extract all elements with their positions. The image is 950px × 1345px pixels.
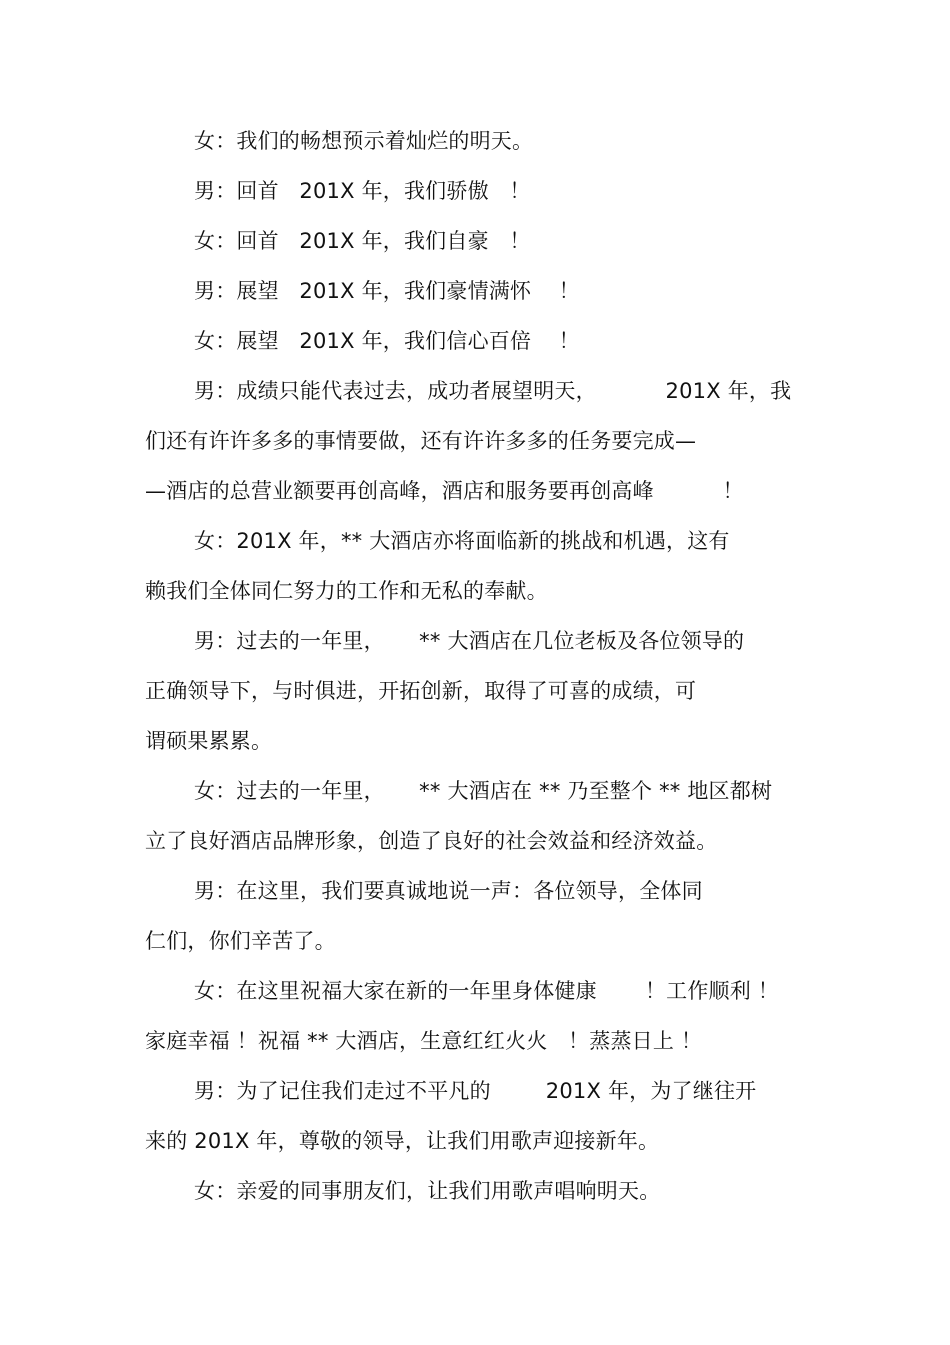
dialogue-line: 来的 201X 年，尊敬的领导，让我们用歌声迎接新年。 <box>145 1129 660 1153</box>
dialogue-line: 男：回首 201X 年，我们骄傲 ！ <box>194 179 531 203</box>
dialogue-line: —酒店的总营业额要再创高峰，酒店和服务要再创高峰 ！ <box>145 479 744 503</box>
dialogue-line: 男：为了记住我们走过不平凡的 201X 年，为了继往开 <box>194 1079 757 1103</box>
dialogue-line: 女：过去的一年里， ** 大酒店在 ** 乃至整个 ** 地区都树 <box>194 779 773 803</box>
dialogue-line: 女：我们的畅想预示着灿烂的明天。 <box>194 129 534 153</box>
dialogue-line: 家庭幸福 ！祝福 ** 大酒店，生意红红火火 ！蒸蒸日上 ！ <box>145 1029 703 1053</box>
dialogue-line: 女：展望 201X 年，我们信心百倍 ！ <box>194 329 580 353</box>
dialogue-line: 正确领导下，与时俱进，开拓创新，取得了可喜的成绩，可 <box>145 679 697 703</box>
dialogue-line: 女：回首 201X 年，我们自豪 ！ <box>194 229 531 253</box>
dialogue-line: 女：在这里祝福大家在新的一年里身体健康 ！工作顺利 ！ <box>194 979 779 1003</box>
dialogue-line: 男：展望 201X 年，我们豪情满怀 ！ <box>194 279 580 303</box>
dialogue-line: 们还有许许多多的事情要做，还有许许多多的任务要完成— <box>145 429 697 453</box>
dialogue-line: 立了良好酒店品牌形象，创造了良好的社会效益和经济效益。 <box>145 829 718 853</box>
dialogue-line: 仁们，你们辛苦了。 <box>145 929 336 953</box>
dialogue-line: 女：201X 年，** 大酒店亦将面临新的挑战和机遇，这有 <box>194 529 730 553</box>
dialogue-line: 赖我们全体同仁努力的工作和无私的奉献。 <box>145 579 548 603</box>
dialogue-line: 男：过去的一年里， ** 大酒店在几位老板及各位领导的 <box>194 629 745 653</box>
dialogue-line: 女：亲爱的同事朋友们，让我们用歌声唱响明天。 <box>194 1179 661 1203</box>
dialogue-line: 谓硕果累累。 <box>145 729 273 753</box>
dialogue-line: 男：在这里，我们要真诚地说一声：各位领导，全体同 <box>194 879 703 903</box>
dialogue-line: 男：成绩只能代表过去，成功者展望明天， 201X 年，我 <box>194 379 792 403</box>
